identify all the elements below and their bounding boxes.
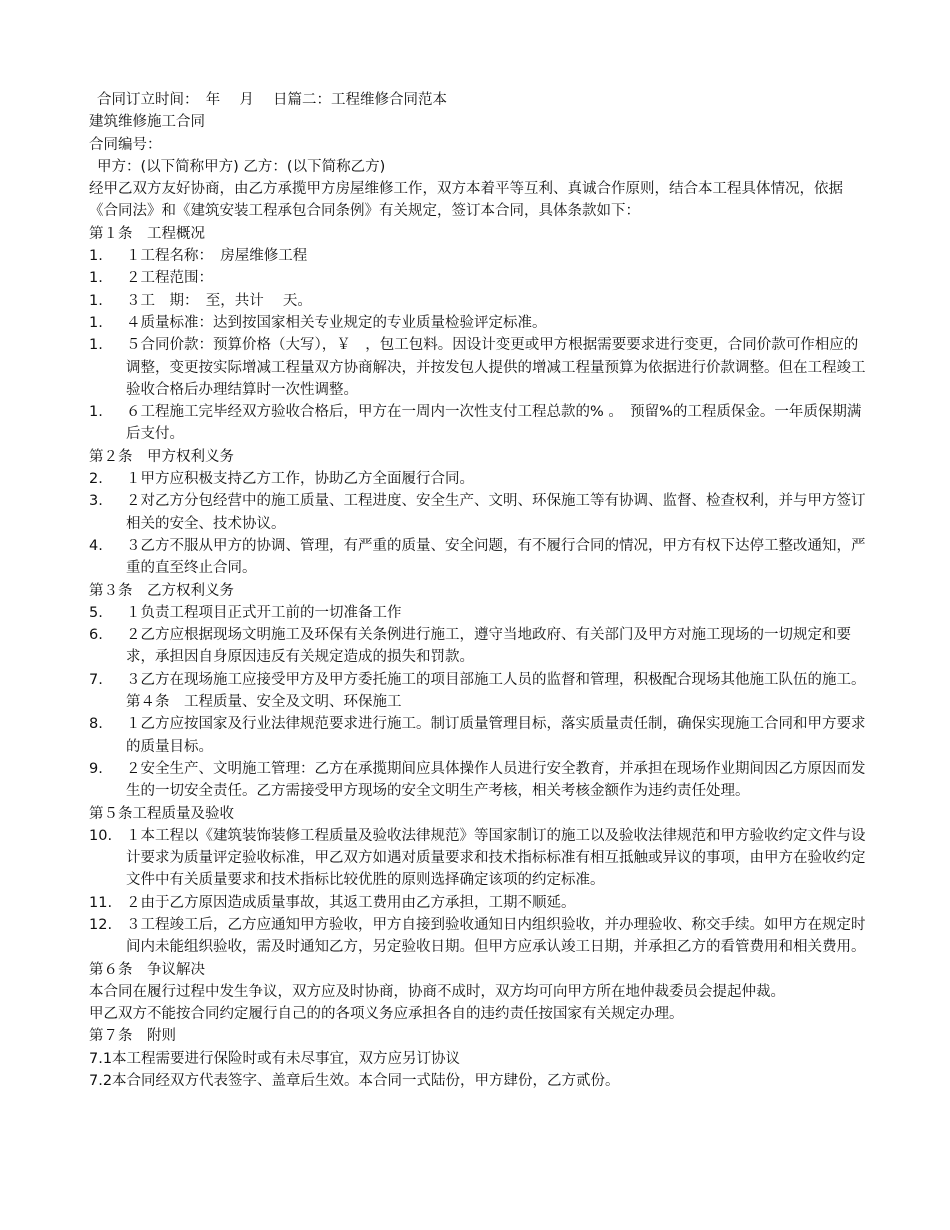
clause-number: 4. [89,537,103,554]
clause-text: １甲方应积极支持乙方工作，协助乙方全面履行合同。 [126,471,474,488]
clause-item [89,892,869,914]
clause-number: 11. [89,894,113,911]
article-3-heading: 第３条 乙方权利义务 [89,582,234,599]
clause-item [89,535,869,580]
clause-text: １负责工程项目正式开工前的一切准备工作 [126,604,402,621]
clause-item [89,401,869,446]
clause-number: 1. [89,404,103,421]
clause-item [89,602,869,624]
clause-text: ４质量标准：达到按国家相关专业规定的专业质量检验评定标准。 [126,314,547,331]
clause-text: ２乙方应根据现场文明施工及环保有关条例进行施工，遵守当地政府、有关部门及甲方对施工现场的一切规定和要求，承担因自身原因违反有关规定造成的损失和罚款。 [126,627,851,666]
contract-parties: 甲方：(以下简称甲方) 乙方：(以下简称乙方) [97,158,386,175]
supplementary-clause-2: 7.2本合同经双方代表签字、盖章后生效。本合同一式陆份，甲方肆份，乙方贰份。 [89,1073,620,1090]
clause-text: ２工程范围： [126,270,213,287]
contract-preamble: 经甲乙双方友好协商，由乙方承揽甲方房屋维修工作，双方本着平等互利、真诚合作原则，结合本工程具体情况，依据《合同法》和《建筑安装工程承包合同条例》有关规定，签订本合同，具体条款如下： [89,181,843,220]
clause-number: 7. [89,671,103,688]
article-2-heading: 第２条 甲方权利义务 [89,448,234,465]
clause-number: 3. [89,493,103,510]
clause-text: ３乙方在现场施工应接受甲方及甲方委托施工的项目部施工人员的监督和管理，积极配合现场其他施工队伍的施工。第４条 工程质量、安全及文明、环保施工 [126,671,866,711]
clause-text: ２对乙方分包经营中的施工质量、工程进度、安全生产、文明、环保施工等有协调、监督、检查权利，并与甲方签订相关的安全、技术协议。 [126,493,866,532]
clause-item [89,334,869,401]
clause-number: 5. [89,604,103,621]
article-1-heading: 第１条 工程概况 [89,225,205,242]
clause-text: ２安全生产、文明施工管理：乙方在承揽期间应具体操作人员进行安全教育，并承担在现场作业期间因乙方原因而发生的一切安全责任。乙方需接受甲方现场的安全文明生产考核，相关考核金额作为违约责任处理。 [126,760,866,800]
clause-number: 9. [89,760,103,777]
clause-number: 2. [89,471,103,488]
dispute-paragraph-2: 甲乙双方不能按合同约定履行自己的的各项义务应承担各自的违约责任按国家有关规定办理。 [89,1006,684,1023]
clause-text: ３工程竣工后，乙方应通知甲方验收，甲方自接到验收通知日内组织验收，并办理验收、称交手续。如甲方在规定时间内未能组织验收，需及时通知乙方，另定验收日期。但甲方应承认竣工日期，并承担乙方的看管费用和相关费用。 [126,916,866,956]
dispute-paragraph-1: 本合同在履行过程中发生争议，双方应及时协商，协商不成时，双方均可向甲方所在地仲裁委员会提起仲裁。 [89,983,785,1000]
article-5-heading: 第５条工程质量及验收 [89,805,234,822]
clause-item [89,713,869,758]
clause-item [89,825,869,892]
article-6-heading: 第６条 争议解决 [89,961,205,978]
clause-item [89,468,869,490]
clause-text: １本工程以《建筑装饰装修工程质量及验收法律规范》等国家制订的施工以及验收法律规范和甲方验收约定文件与设计要求为质量评定验收标准，甲乙双方如遇对质量要求和技术指标标准有相互抵触或异议的事项，由甲方在验收约定文件中有关质量要求和技术指标比较优胜的原则选择确定该项的约定标准。 [126,827,866,889]
clause-item [89,669,869,714]
clause-text: １工程名称： 房屋维修工程 [126,248,308,265]
contract-document [89,89,869,1092]
clause-item [89,267,869,289]
clause-number: 1. [89,337,103,354]
clause-text: ３乙方不服从甲方的协调、管理，有严重的质量、安全问题，有不履行合同的情况，甲方有权下达停工整改通知，严重的直至终止合同。 [126,537,866,577]
supplementary-clause-1: 7.1本工程需要进行保险时或有未尽事宜，双方应另订协议 [89,1050,461,1067]
clause-item [89,914,869,959]
clause-number: 1. [89,270,103,287]
clause-number: 12. [89,916,113,933]
contract-number: 合同编号： [89,136,162,153]
contract-title: 建筑维修施工合同 [89,114,205,131]
contract-date-line: 合同订立时间： 年 月 日篇二：工程维修合同范本 [97,92,447,108]
clause-item [89,490,869,535]
clause-number: 1. [89,314,103,331]
clause-item [89,245,869,267]
clause-text: １乙方应按国家及行业法律规范要求进行施工。制订质量管理目标，落实质量责任制，确保实现施工合同和甲方要求的质量目标。 [126,716,866,755]
clause-number: 1. [89,248,103,265]
clause-text: ３工 期： 至，共计 天。 [126,292,312,309]
article-7-heading: 第７条 附则 [89,1028,176,1045]
clause-item [89,758,869,803]
clause-text: ５合同价款：预算价格（大写），￥ ，包工包料。因设计变更或甲方根据需要要求进行变更，合同价款可作相应的调整，变更按实际增减工程量双方协商解决，并按发包人提供的增减工程量预算为依据进行价款调整。但在工程竣工验收合格后办理结算时一次性调整。 [126,337,866,398]
clause-number: 6. [89,627,103,644]
clause-text: ２由于乙方原因造成质量事故，其返工费用由乙方承担，工期不顺延。 [126,894,576,911]
clause-item [89,290,869,312]
clause-number: 8. [89,716,103,733]
clause-number: 10. [89,827,113,844]
clause-item [89,312,869,334]
clause-number: 1. [89,292,103,309]
clause-item [89,624,869,669]
clause-text: ６工程施工完毕经双方验收合格后，甲方在一周内一次性支付工程总款的% 。 预留%的工程质保金。一年质保期满后支付。 [126,404,862,443]
